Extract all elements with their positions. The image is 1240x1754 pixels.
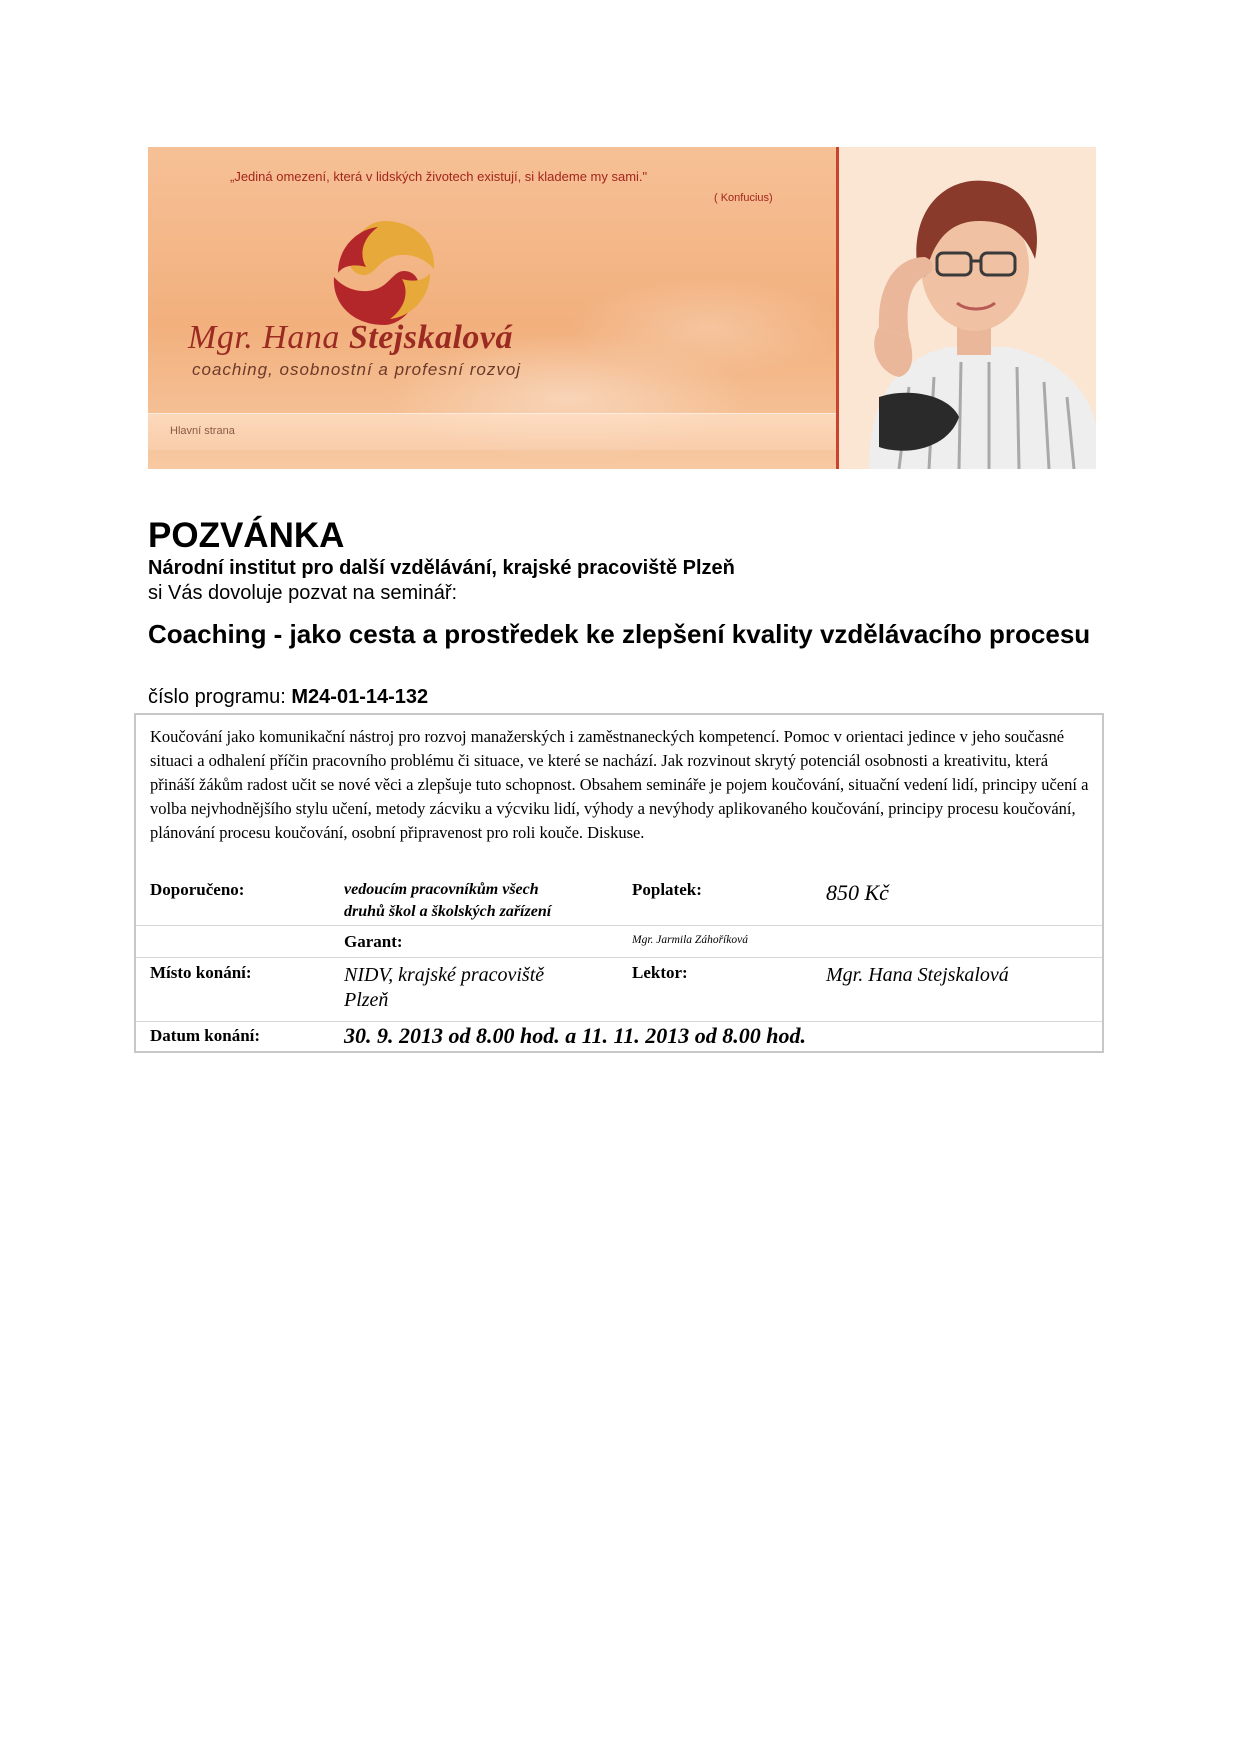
venue-value: NIDV, krajské pracoviště Plzeň: [344, 964, 545, 1011]
banner-quote-author: ( Konfucius): [714, 192, 773, 204]
guarantor-value: Mgr. Jarmila Záhoříková: [632, 934, 748, 946]
lecturer-value: Mgr. Hana Stejskalová: [826, 964, 1009, 986]
recommended-value: vedoucím pracovníkům všech druhů škol a školských zařízení: [344, 881, 552, 920]
seminar-title: Coaching - jako cesta a prostředek ke zlepšení kvality vzdělávacího procesu: [148, 619, 1091, 649]
nav-home-link[interactable]: Hlavní strana: [170, 425, 235, 437]
date-label: Datum konání:: [150, 1026, 261, 1045]
row-divider: [136, 1021, 1102, 1022]
date-value: 30. 9. 2013 od 8.00 hod. a 11. 11. 2013 od 8.00 hod.: [344, 1023, 807, 1048]
header-banner: [148, 147, 1096, 469]
seminar-description: Koučování jako komunikační nástroj pro rozvoj manažerských i zaměstnaneckých kompetencí. Pomoc v orientaci jedince v jeho současné situaci a odhalení příčin pracovního problému či situace, ve které se nachází. Jak rozvinout skrytý potenciál osobnosti a kreativitu, která přináší žákům radost učit se nové věci a zlepšuje tuto schopnost. Obsahem semináře je pojem koučování, situační vedení lidí, principy učení a volba nejvhodnějšího stylu učení, metody zácviku a výcviku lidí, výhody a nevýhody aplikovaného koučování, principy procesu koučování, plánování procesu koučování, osobní připravenost pro roli kouče. Diskuse.: [150, 727, 1089, 842]
page-title: POZVÁNKA: [148, 516, 345, 555]
seminar-details-box: [134, 713, 1104, 1053]
program-number-line: [148, 686, 428, 709]
lecturer-label: Lektor:: [632, 963, 688, 982]
row-divider: [136, 925, 1102, 926]
brand-subtitle: coaching, osobnostní a profesní rozvoj: [192, 360, 522, 379]
brand-name: Mgr. Hana Stejskalová: [188, 319, 514, 356]
banner-quote: „Jediná omezení, která v lidských životech existují, si klademe my sami.": [230, 169, 648, 184]
banner-background: [148, 147, 836, 469]
recommended-label: Doporučeno:: [150, 880, 245, 899]
guarantor-label: Garant:: [344, 932, 403, 951]
program-number: M24-01-14-132: [291, 686, 429, 708]
fee-label: Poplatek:: [632, 880, 702, 899]
invite-text: si Vás dovoluje pozvat na seminář:: [148, 582, 458, 604]
portrait-photo: [839, 147, 1096, 469]
venue-label: Místo konání:: [150, 963, 252, 982]
brand-logo-icon: [324, 213, 444, 333]
organization-name: Národní institut pro další vzdělávání, krajské pracoviště Plzeň: [148, 557, 735, 579]
banner-nav-strip: [148, 413, 836, 450]
program-label: číslo programu:: [148, 686, 292, 708]
fee-value: 850 Kč: [826, 880, 889, 905]
row-divider: [136, 957, 1102, 958]
